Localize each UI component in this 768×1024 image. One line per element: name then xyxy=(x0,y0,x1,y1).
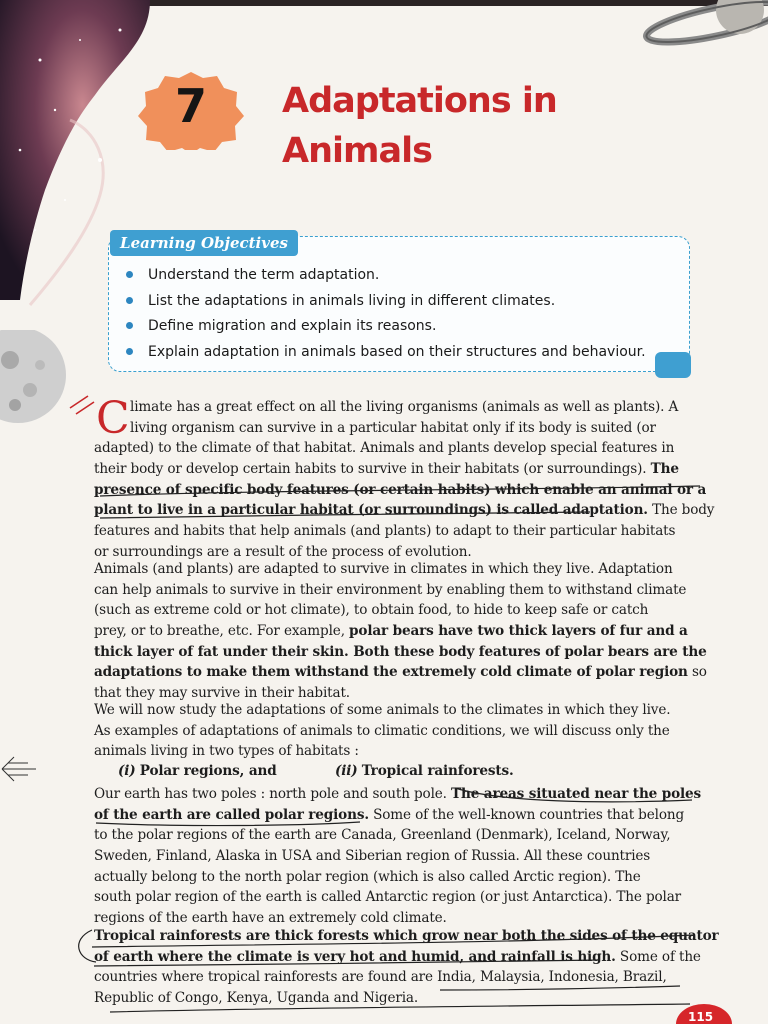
text-line: to the polar regions of the earth are Canada, Greenland (Denmark), Iceland, Norway, xyxy=(94,827,671,844)
text-line: presence of specific body features (or certain habits) which enable an animal or a xyxy=(94,481,707,498)
text-line: of the earth are called polar regions. Some of the well-known countries that belong xyxy=(94,806,685,823)
text-line: adapted) to the climate of that habitat. Animals and plants develop special features in xyxy=(94,440,675,457)
chapter-title: Adaptations in Animals xyxy=(282,81,557,171)
bullet-icon xyxy=(126,271,133,278)
text-line: limate has a great effect on all the living organisms (animals as well as plants). A xyxy=(130,399,679,415)
paragraph-adaptation xyxy=(94,559,707,704)
text-line: south polar region of the earth is called Antarctic region (or just Antarctica). The polar xyxy=(94,889,682,906)
text-line: of earth where the climate is very hot and humid, and rainfall is high. Some of the xyxy=(94,948,701,965)
objective-item: List the adaptations in animals living in different climates. xyxy=(126,290,686,316)
text-line: living organism can survive in a particular habitat only if its body is suited (or xyxy=(130,419,656,436)
text-line: Republic of Congo, Kenya, Uganda and Nigeria. xyxy=(94,990,419,1007)
planet-ring-illustration xyxy=(625,0,768,60)
moon-illustration xyxy=(0,330,70,440)
arrow-icon xyxy=(0,752,40,786)
text-line: that they may survive in their habitat. xyxy=(94,685,350,702)
bullet-icon xyxy=(126,348,133,355)
text-line: thick layer of fat under their skin. Both these body features of polar bears are the xyxy=(94,643,707,660)
text-line: As examples of adaptations of animals to climatic conditions, we will discuss only the xyxy=(94,722,670,739)
text-line: or surroundings are a result of the process of evolution. xyxy=(94,543,472,560)
text-line: Animals (and plants) are adapted to survive in climates in which they live. Adaptation xyxy=(94,561,673,577)
objective-item: Define migration and explain its reasons. xyxy=(126,315,686,341)
habitat-list xyxy=(118,761,718,782)
text-line: Tropical rainforests are thick forests which grow near both the sides of the equator xyxy=(94,928,719,944)
text-line: regions of the earth have an extremely cold climate. xyxy=(94,910,447,927)
text-line: Our earth has two poles : north pole and south pole. The areas situated near the poles xyxy=(94,786,702,802)
paragraph-study xyxy=(94,700,694,762)
text-line: countries where tropical rainforests are found are India, Malaysia, Indonesia, Brazil, xyxy=(94,969,667,986)
habitat-line: (i) Polar regions, and (ii) Tropical rainforests. xyxy=(118,763,514,779)
text-line: animals living in two types of habitats : xyxy=(94,743,359,760)
text-line: (such as extreme cold or hot climate), to obtain food, to hide to keep safe or catch xyxy=(94,602,649,619)
objective-item: Explain adaptation in animals based on their structures and behaviour. xyxy=(126,341,686,367)
paragraph-intro xyxy=(94,393,715,563)
paragraph-polar xyxy=(94,784,702,929)
bullet-icon xyxy=(126,297,133,304)
bullet-icon xyxy=(126,322,133,329)
text-line: We will now study the adaptations of some animals to the climates in which they live. xyxy=(94,702,671,718)
learning-objectives-heading: Learning Objectives xyxy=(110,230,298,256)
text-line: features and habits that help animals (and plants) to adapt to their particular habitats xyxy=(94,523,676,540)
text-line: can help animals to survive in their environment by enabling them to withstand climate xyxy=(94,581,687,598)
page-number: 115 xyxy=(688,1010,714,1024)
text-line: prey, or to breathe, etc. For example, polar bears have two thick layers of fur and a xyxy=(94,623,688,640)
learning-objectives-list xyxy=(126,264,686,366)
text-line: adaptations to make them withstand the extremely cold climate of polar region so xyxy=(94,664,707,681)
text-line: their body or develop certain habits to survive in their habitats (or surroundings). The xyxy=(94,461,679,478)
red-tick-mark xyxy=(70,396,94,414)
objective-item: Understand the term adaptation. xyxy=(126,264,686,290)
drop-cap: C xyxy=(96,393,130,444)
text-line: actually belong to the north polar region (which is also called Arctic region). The xyxy=(94,868,641,885)
paragraph-rainforest xyxy=(94,926,719,1009)
text-line: plant to live in a particular habitat (or surroundings) is called adaptation. The body xyxy=(94,502,715,519)
text-line: Sweden, Finland, Alaska in USA and Siberian region of Russia. All these countries xyxy=(94,848,651,865)
chapter-number: 7 xyxy=(174,79,207,133)
